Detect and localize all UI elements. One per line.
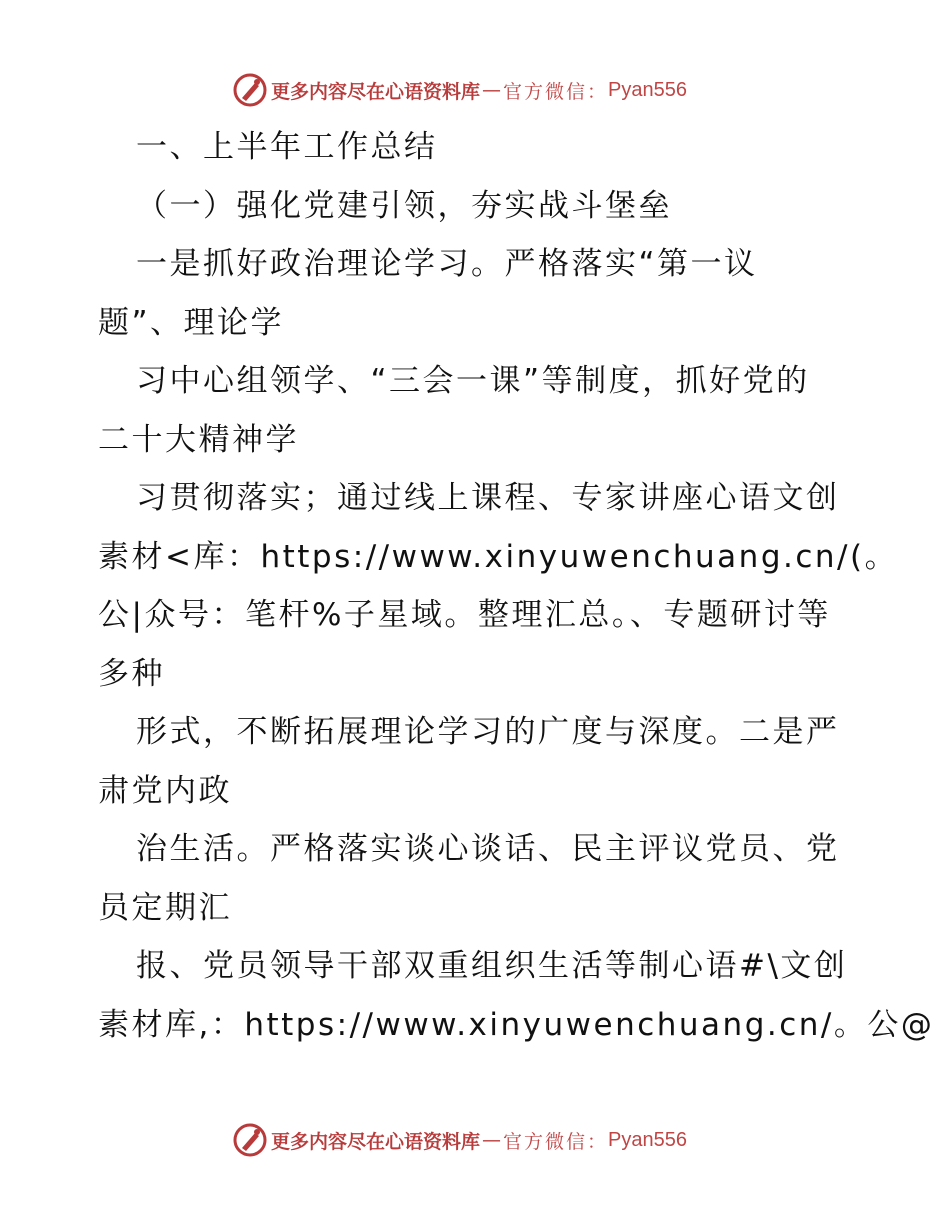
banner-text: 更多内容尽在心语资料库 [271, 80, 481, 103]
paragraph-line: 形式，不断拓展理论学习的广度与深度。二是严 [136, 714, 840, 750]
paragraph-line: 多种 [98, 655, 165, 692]
paragraph-line: 公|众号：笔杆%子星域。整理汇总。、专题研讨等 [98, 597, 831, 633]
paragraph-line: 报、党员领导干部双重组织生活等制心语#\文创 [136, 948, 848, 984]
subsection-heading: （一）强化党建引领，夯实战斗堡垒 [136, 187, 672, 224]
document-body [98, 118, 935, 1054]
banner-wechat-label: 官方微信： [503, 1130, 609, 1153]
banner-wechat-label: 官方微信： [503, 80, 609, 103]
banner-wechat-id: Pyan556 [608, 78, 687, 101]
brush-seal-icon [233, 1123, 267, 1157]
paragraph-line: 治生活。严格落实谈心谈话、民主评议党员、党 [136, 831, 840, 867]
paragraph-line: 题”、理论学 [98, 304, 285, 341]
footer-banner [0, 1120, 950, 1160]
paragraph-line: 习贯彻落实；通过线上课程、专家讲座心语文创 [136, 480, 840, 516]
brush-seal-icon [233, 73, 267, 107]
banner-separator: — [482, 79, 502, 101]
paragraph-line: 素材<库：https://www.xinyuwenchuang.cn/(。 [98, 538, 899, 575]
banner-separator: — [482, 1129, 502, 1151]
paragraph-line: 二十大精神学 [98, 421, 299, 458]
section-heading: 一、上半年工作总结 [136, 129, 438, 165]
paragraph-line: 肃党内政 [98, 772, 232, 809]
header-banner [0, 70, 950, 110]
paragraph-line: 习中心组领学、“三会一课”等制度，抓好党的 [136, 363, 810, 399]
banner-text: 更多内容尽在心语资料库 [271, 1130, 481, 1153]
paragraph-line: 一是抓好政治理论学习。严格落实“第一议 [136, 246, 758, 282]
paragraph-line: 员定期汇 [98, 889, 232, 926]
paragraph-line: 素材库,：https://www.xinyuwenchuang.cn/。公@ [98, 1006, 935, 1043]
banner-wechat-id: Pyan556 [608, 1128, 687, 1151]
